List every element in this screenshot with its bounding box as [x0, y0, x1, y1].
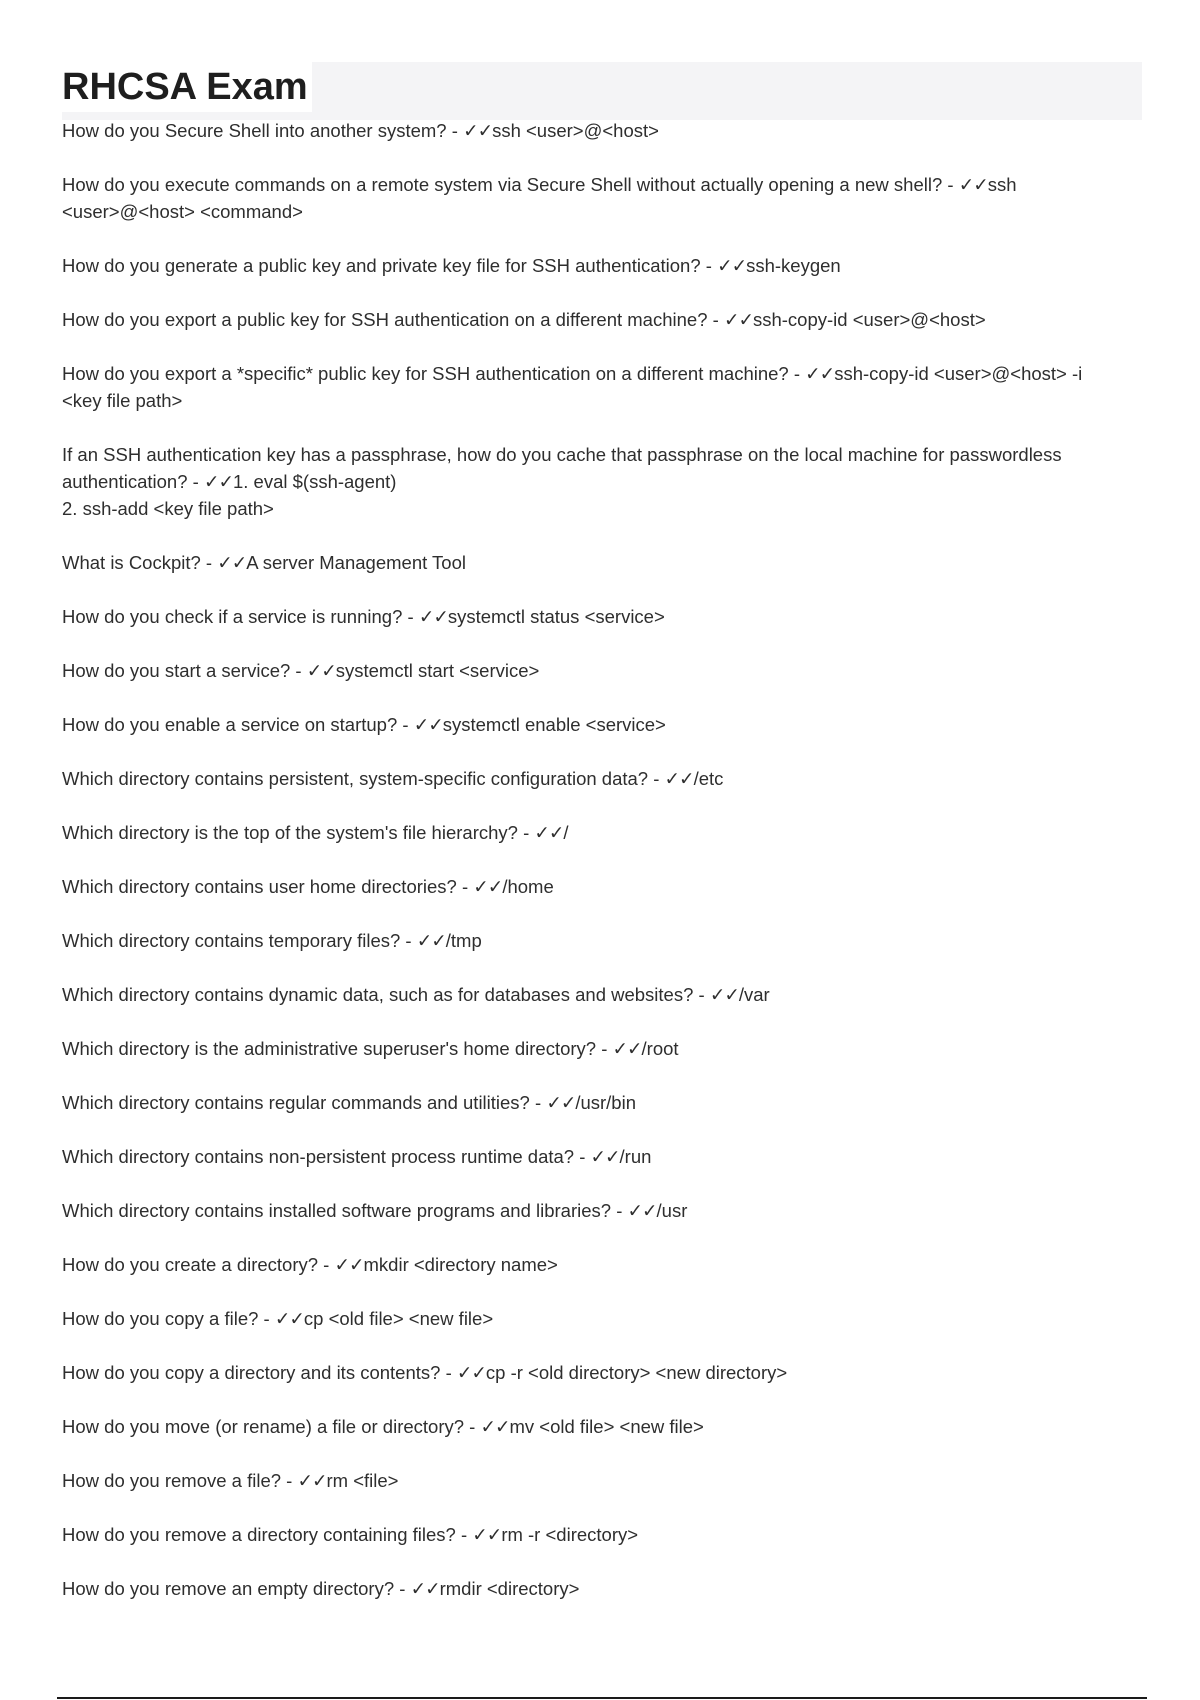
question-text: Which directory is the top of the system's file hierarchy?	[62, 822, 518, 843]
answer-text: /home	[502, 876, 554, 897]
question-text: How do you start a service?	[62, 660, 291, 681]
list-item	[62, 657, 1122, 684]
question-text: Which directory contains non-persistent process runtime data?	[62, 1146, 575, 1167]
list-item	[62, 171, 1122, 225]
answer-text: /tmp	[445, 930, 482, 951]
question-text: How do you check if a service is running?	[62, 606, 403, 627]
double-check-icon: ✓✓	[480, 1416, 510, 1437]
answer-text: 1. eval $(ssh-agent) 2. ssh-add <key file path>	[62, 471, 397, 519]
separator-text: -	[187, 471, 204, 492]
separator-text: -	[318, 1254, 335, 1275]
list-item	[62, 1143, 1122, 1170]
question-text: Which directory contains dynamic data, such as for databases and websites?	[62, 984, 694, 1005]
double-check-icon: ✓✓	[612, 1038, 642, 1059]
question-text: What is Cockpit?	[62, 552, 201, 573]
double-check-icon: ✓✓	[334, 1254, 364, 1275]
separator-text: -	[400, 930, 417, 951]
answer-text: /	[563, 822, 569, 843]
double-check-icon: ✓✓	[413, 714, 443, 735]
double-check-icon: ✓✓	[416, 930, 446, 951]
separator-text: -	[529, 1092, 547, 1113]
question-text: Which directory contains regular commands and utilities?	[62, 1092, 530, 1113]
answer-text: /usr/bin	[575, 1092, 636, 1113]
question-text: If an SSH authentication key has a passphrase, how do you cache that passphrase on the local machine for passwordless authentication?	[62, 444, 1062, 492]
answer-text: /usr	[656, 1200, 688, 1221]
answer-text: rm -r <directory>	[501, 1524, 639, 1545]
double-check-icon: ✓✓	[418, 606, 448, 627]
answer-text: mkdir <directory name>	[363, 1254, 558, 1275]
list-item	[62, 1359, 1122, 1386]
list-item	[62, 1197, 1122, 1224]
question-text: How do you export a public key for SSH authentication on a different machine?	[62, 309, 708, 330]
list-item	[62, 441, 1122, 522]
double-check-icon: ✓✓	[217, 552, 247, 573]
separator-text: -	[281, 1470, 298, 1491]
separator-text: -	[596, 1038, 613, 1059]
answer-text: ssh <user>@<host> <command>	[62, 174, 1017, 222]
answer-text: rm <file>	[326, 1470, 399, 1491]
answer-text: /etc	[693, 768, 724, 789]
question-text: How do you enable a service on startup?	[62, 714, 398, 735]
answer-text: /root	[641, 1038, 679, 1059]
list-item	[62, 981, 1122, 1008]
double-check-icon: ✓✓	[203, 471, 233, 492]
question-text: Which directory contains persistent, system-specific configuration data?	[62, 768, 649, 789]
page-title: RHCSA Exam	[62, 62, 312, 112]
double-check-icon: ✓✓	[546, 1092, 576, 1113]
separator-text: -	[517, 822, 535, 843]
separator-text: -	[942, 174, 959, 195]
answer-text: systemctl start <service>	[335, 660, 540, 681]
list-item	[62, 1305, 1122, 1332]
answer-text: cp <old file> <new file>	[303, 1308, 494, 1329]
separator-text: -	[611, 1200, 628, 1221]
separator-text: -	[446, 120, 464, 141]
double-check-icon: ✓✓	[590, 1146, 620, 1167]
double-check-icon: ✓✓	[534, 822, 564, 843]
list-item	[62, 711, 1122, 738]
separator-text: -	[394, 1578, 411, 1599]
list-item	[62, 603, 1122, 630]
separator-text: -	[456, 876, 474, 897]
list-item	[62, 252, 1122, 279]
question-text: How do you generate a public key and private key file for SSH authentication?	[62, 255, 701, 276]
answer-text: /var	[738, 984, 770, 1005]
separator-text: -	[464, 1416, 481, 1437]
double-check-icon: ✓✓	[717, 255, 747, 276]
double-check-icon: ✓✓	[958, 174, 988, 195]
double-check-icon: ✓✓	[306, 660, 336, 681]
question-text: How do you remove an empty directory?	[62, 1578, 395, 1599]
double-check-icon: ✓✓	[274, 1308, 304, 1329]
question-text: How do you remove a file?	[62, 1470, 282, 1491]
answer-text: mv <old file> <new file>	[509, 1416, 704, 1437]
answer-text: A server Management Tool	[246, 552, 466, 573]
question-text: How do you copy a directory and its contents?	[62, 1362, 441, 1383]
answer-text: systemctl enable <service>	[442, 714, 666, 735]
list-item	[62, 1251, 1122, 1278]
question-text: Which directory contains installed software programs and libraries?	[62, 1200, 612, 1221]
document-page	[62, 0, 1142, 1700]
double-check-icon: ✓✓	[664, 768, 694, 789]
separator-text: -	[648, 768, 665, 789]
double-check-icon: ✓✓	[627, 1200, 657, 1221]
separator-text: -	[574, 1146, 591, 1167]
double-check-icon: ✓✓	[473, 876, 503, 897]
double-check-icon: ✓✓	[463, 120, 493, 141]
question-text: Which directory is the administrative superuser's home directory?	[62, 1038, 597, 1059]
list-item	[62, 1467, 1122, 1494]
double-check-icon: ✓✓	[410, 1578, 440, 1599]
question-text: Which directory contains temporary files?	[62, 930, 401, 951]
answer-text: cp -r <old directory> <new directory>	[485, 1362, 788, 1383]
separator-text: -	[455, 1524, 473, 1545]
question-text: How do you copy a file?	[62, 1308, 259, 1329]
separator-text: -	[700, 255, 718, 276]
answer-text: rmdir <directory>	[439, 1578, 580, 1599]
separator-text: -	[397, 714, 414, 735]
list-item	[62, 1413, 1122, 1440]
list-item	[62, 1035, 1122, 1062]
list-item	[62, 1521, 1122, 1548]
question-text: How do you remove a directory containing files?	[62, 1524, 456, 1545]
question-text: How do you export a *specific* public key for SSH authentication on a different machine?	[62, 363, 789, 384]
list-item	[62, 117, 1122, 144]
list-item	[62, 927, 1122, 954]
answer-text: ssh-keygen	[746, 255, 841, 276]
list-item	[62, 360, 1122, 414]
separator-text: -	[693, 984, 710, 1005]
list-item	[62, 1575, 1122, 1602]
question-text: Which directory contains user home directories?	[62, 876, 457, 897]
double-check-icon: ✓✓	[297, 1470, 327, 1491]
list-item	[62, 549, 1122, 576]
answer-text: systemctl status <service>	[447, 606, 665, 627]
answer-text: ssh <user>@<host>	[492, 120, 659, 141]
separator-text: -	[707, 309, 724, 330]
question-text: How do you execute commands on a remote system via Secure Shell without actually opening a new shell?	[62, 174, 943, 195]
double-check-icon: ✓✓	[723, 309, 753, 330]
separator-text: -	[402, 606, 419, 627]
list-item	[62, 765, 1122, 792]
list-item	[62, 1089, 1122, 1116]
list-item	[62, 873, 1122, 900]
answer-text: /run	[619, 1146, 652, 1167]
question-text: How do you Secure Shell into another system?	[62, 120, 447, 141]
double-check-icon: ✓✓	[472, 1524, 502, 1545]
separator-text: -	[440, 1362, 457, 1383]
double-check-icon: ✓✓	[456, 1362, 486, 1383]
list-item	[62, 819, 1122, 846]
answer-text: ssh-copy-id <user>@<host> -i <key file path>	[62, 363, 1083, 411]
separator-text: -	[290, 660, 307, 681]
question-text: How do you create a directory?	[62, 1254, 319, 1275]
double-check-icon: ✓✓	[709, 984, 739, 1005]
list-item	[62, 306, 1122, 333]
qa-list	[62, 117, 1122, 1629]
double-check-icon: ✓✓	[805, 363, 835, 384]
question-text: How do you move (or rename) a file or directory?	[62, 1416, 465, 1437]
footer-divider	[57, 1697, 1147, 1699]
answer-text: ssh-copy-id <user>@<host>	[752, 309, 986, 330]
separator-text: -	[788, 363, 806, 384]
separator-text: -	[200, 552, 218, 573]
separator-text: -	[258, 1308, 275, 1329]
